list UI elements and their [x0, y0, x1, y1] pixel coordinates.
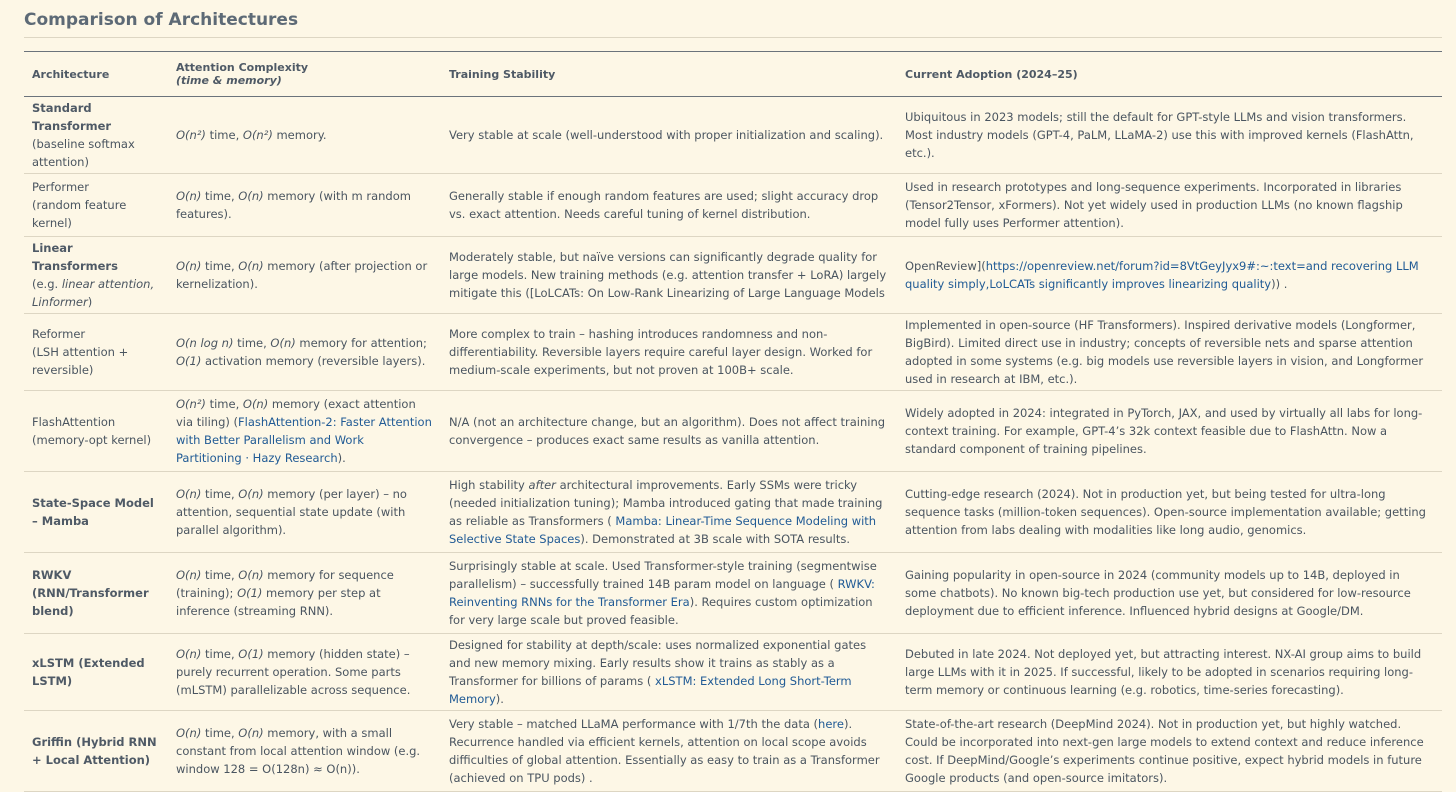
complexity-text: memory for attention;: [295, 336, 427, 350]
complexity-text: time,: [201, 568, 239, 582]
stability-cell: [441, 553, 897, 634]
complexity-cell: [168, 237, 441, 314]
header-adoption: Current Adoption (2024–25): [897, 52, 1442, 97]
complexity-term: O(n): [176, 726, 202, 740]
stability-cell: [441, 711, 897, 792]
complexity-cell: [168, 711, 441, 792]
complexity-cell: [168, 391, 441, 472]
complexity-text: time,: [201, 259, 239, 273]
complexity-text: memory (per layer) – no attention, sequential state update (with parallel algorithm).: [176, 487, 407, 537]
complexity-text: time,: [233, 336, 271, 350]
complexity-term: O(n): [238, 568, 264, 582]
complexity-cell: [168, 314, 441, 391]
stability-emphasis: after: [528, 478, 556, 492]
architecture-name: Griffin (Hybrid RNN + Local Attention): [32, 735, 157, 767]
stability-text: ).: [495, 692, 504, 706]
architecture-desc: (baseline softmax attention): [32, 137, 135, 169]
table-row: [24, 711, 1442, 792]
architecture-cell: [24, 553, 168, 634]
stability-text: High stability: [449, 478, 529, 492]
mamba-paper-link[interactable]: Mamba: Linear-Time Sequence Modeling with Selective State Spaces: [449, 514, 877, 546]
stability-cell: N/A (not an architecture change, but an algorithm). Does not affect training convergence – produces exact same results as vanilla attention.: [441, 391, 897, 472]
adoption-cell: Cutting-edge research (2024). Not in production yet, but being tested for ultra-long sequence tasks (million-token sequences). Open-source implementation available; getting attention from labs dealing with modalities like long audio, genomics.: [897, 472, 1442, 553]
architecture-cell: [24, 711, 168, 792]
complexity-text: memory (with m random features).: [176, 189, 411, 221]
header-stability: Training Stability: [441, 52, 897, 97]
stability-cell: [441, 472, 897, 553]
table-row: [24, 634, 1442, 711]
header-row: [24, 52, 1442, 97]
complexity-term: O(n): [176, 189, 202, 203]
architecture-cell: [24, 472, 168, 553]
adoption-cell: Widely adopted in 2024: integrated in PyTorch, JAX, and used by virtually all labs for long-context training. For example, GPT-4’s 32k context feasible due to FlashAttn. Now a standard component of training pipelines.: [897, 391, 1442, 472]
complexity-term: O(n): [176, 647, 202, 661]
table-row: [24, 391, 1442, 472]
complexity-text: ).: [337, 451, 346, 465]
table-row: [24, 472, 1442, 553]
openreview-link[interactable]: https://openreview.net/forum?id=8VtGeyJyx9#:~:text=and recovering LLM quality simply,LoLCATs significantly improves linearizing quality: [905, 259, 1419, 291]
griffin-here-link[interactable]: here: [818, 717, 844, 731]
complexity-term: O(n²): [176, 397, 206, 411]
architecture-cell: [24, 314, 168, 391]
complexity-cell: [168, 97, 441, 174]
rwkv-paper-link[interactable]: RWKV: Reinventing RNNs for the Transformer Era: [449, 577, 875, 609]
adoption-cell: [897, 237, 1442, 314]
architecture-name: Standard Transformer: [32, 101, 112, 133]
architecture-cell: [24, 237, 168, 314]
architecture-name: Reformer: [32, 327, 86, 341]
header-complexity: [168, 52, 441, 97]
complexity-text: time,: [201, 726, 239, 740]
title-divider: [24, 37, 1442, 38]
architecture-cell: [24, 634, 168, 711]
complexity-term: O(n): [238, 259, 264, 273]
architecture-cell: [24, 97, 168, 174]
architecture-cell: [24, 174, 168, 237]
table-row: [24, 314, 1442, 391]
stability-text: Very stable – matched LLaMA performance with 1/7th the data (: [449, 717, 819, 731]
complexity-term: O(n): [270, 336, 296, 350]
stability-cell: [441, 634, 897, 711]
architecture-cell: [24, 391, 168, 472]
stability-cell: Moderately stable, but naïve versions can significantly degrade quality for large models. New training methods (e.g. attention transfer + LoRA) largely mitigate this ([LoLCATs: On Low-Rank Linearizing of Large Language Models: [441, 237, 897, 314]
complexity-term: O(n): [242, 397, 269, 411]
stability-text: architectural improvements. Early SSMs were tricky (needed initialization tuning); Mamba introduced gating that made training as reliable as Transformers (: [449, 478, 883, 528]
complexity-cell: [168, 634, 441, 711]
stability-text: Designed for stability at depth/scale: uses normalized exponential gates and new memory mixing. Early results show it trains as stably as a Transformer for billions of params (: [449, 638, 867, 688]
architecture-desc-italic: linear attention, Linformer: [32, 277, 155, 309]
architecture-name: FlashAttention: [32, 415, 116, 429]
table-row: [24, 237, 1442, 314]
architecture-desc: (e.g.: [32, 277, 62, 291]
architecture-name: Performer: [32, 180, 89, 194]
adoption-text: OpenReview](: [905, 259, 986, 273]
complexity-text: memory (hidden state) – purely recurrent operation. Some parts (mLSTM) parallelizable across sequence.: [176, 647, 411, 697]
stability-text: Surprisingly stable at scale. Used Transformer-style training (segmentwise parallelism) – successfully trained 14B param model on language (: [449, 559, 877, 591]
complexity-text: time,: [205, 128, 243, 142]
stability-cell: Generally stable if enough random features are used; slight accuracy drop vs. exact attention. Needs careful tuning of kernel distribution.: [441, 174, 897, 237]
stability-text: ). Demonstrated at 3B scale with SOTA results.: [580, 532, 851, 546]
flashattention-link[interactable]: FlashAttention-2: Faster Attention with Better Parallelism and Work Partitioning · Hazy Research: [176, 415, 432, 465]
complexity-term: O(n): [176, 259, 202, 273]
complexity-cell: [168, 553, 441, 634]
architecture-name: RWKV (RNN/Transformer blend): [32, 568, 149, 618]
complexity-term: O(n): [176, 487, 202, 501]
complexity-term: O(1): [238, 647, 264, 661]
complexity-text: time,: [205, 397, 243, 411]
stability-cell: More complex to train – hashing introduces randomness and non-differentiability. Reversible layers require careful layer design. Worked for medium-scale experiments, but not proven at 100B+ scale.: [441, 314, 897, 391]
architecture-name: xLSTM (Extended LSTM): [32, 656, 145, 688]
complexity-term: O(n): [238, 189, 264, 203]
adoption-cell: Used in research prototypes and long-sequence experiments. Incorporated in libraries (Tensor2Tensor, xFormers). Not yet widely used in production LLMs (no known flagship model fully uses Performer attention).: [897, 174, 1442, 237]
table-row: [24, 174, 1442, 237]
complexity-text: memory (after projection or kernelization).: [176, 259, 428, 291]
complexity-text: memory per step at inference (streaming RNN).: [176, 586, 381, 618]
table-row: [24, 553, 1442, 634]
header-complexity-sub: (time & memory): [176, 74, 282, 87]
complexity-text: time,: [201, 647, 239, 661]
stability-text: ). Recurrence handled via efficient kernels, attention on local scope avoids difficulties of global attention. Essentially as easy to train as a Transformer (achieved on TPU pods) .: [449, 717, 880, 785]
complexity-term: O(1): [176, 354, 202, 368]
architecture-name: Linear Transformers: [32, 241, 118, 273]
complexity-term: O(1): [237, 586, 263, 600]
complexity-text: memory.: [272, 128, 327, 142]
complexity-cell: [168, 472, 441, 553]
table-row: [24, 97, 1442, 174]
architecture-name: State-Space Model – Mamba: [32, 496, 154, 528]
complexity-text: activation memory (reversible layers).: [201, 354, 426, 368]
header-architecture: Architecture: [24, 52, 168, 97]
complexity-text: memory for sequence (training);: [176, 568, 394, 600]
architecture-desc: ): [87, 295, 93, 309]
complexity-term: O(n²): [242, 128, 273, 142]
complexity-text: memory, with a small constant from local attention window (e.g. window 128 = O(128n) ≈ O(n)).: [176, 726, 421, 776]
stability-cell: Very stable at scale (well-understood with proper initialization and scaling).: [441, 97, 897, 174]
stability-text: ). Requires custom optimization for very large scale but proved feasible.: [449, 595, 873, 627]
architecture-desc: (LSH attention + reversible): [32, 345, 129, 377]
architecture-desc: (memory-opt kernel): [32, 433, 152, 447]
complexity-text: memory (exact attention via tiling) (: [176, 397, 416, 429]
complexity-term: O(n): [176, 568, 202, 582]
adoption-text: )) .: [1271, 277, 1288, 291]
adoption-cell: Ubiquitous in 2023 models; still the default for GPT-style LLMs and vision transformers. Most industry models (GPT-4, PaLM, LLaMA-2) use this with improved kernels (FlashAttn, etc.).: [897, 97, 1442, 174]
adoption-cell: Implemented in open-source (HF Transformers). Inspired derivative models (Longformer, BigBird). Limited direct use in industry; concepts of reversible nets and sparse attention adopted in some systems (e.g. big models use reversible layers in vision, and Longformer used in research at IBM, etc.).: [897, 314, 1442, 391]
complexity-term: O(n²): [176, 128, 206, 142]
complexity-term: O(n log n): [176, 336, 234, 350]
complexity-term: O(n): [238, 726, 264, 740]
complexity-text: time,: [201, 189, 239, 203]
xlstm-paper-link[interactable]: xLSTM: Extended Long Short-Term Memory: [449, 674, 852, 706]
comparison-table: [24, 51, 1442, 792]
complexity-term: O(n): [238, 487, 264, 501]
adoption-cell: State-of-the-art research (DeepMind 2024). Not in production yet, but highly watched. Could be incorporated into next-gen large models to extend context and reduce inference cost. If DeepMind/Google’s experiments continue positive, expect hybrid models in future Google products (and open-source imitators).: [897, 711, 1442, 792]
header-complexity-label: Attention Complexity: [176, 61, 309, 74]
complexity-cell: [168, 174, 441, 237]
architecture-desc: (random feature kernel): [32, 198, 127, 230]
complexity-text: time,: [201, 487, 239, 501]
adoption-cell: Gaining popularity in open-source in 2024 (community models up to 14B, deployed in some chatbots). No known big-tech production use yet, but considered for low-resource deployment due to efficient inference. Influenced hybrid designs at Google/DM.: [897, 553, 1442, 634]
adoption-cell: Debuted in late 2024. Not deployed yet, but attracting interest. NX-AI group aims to build large LLMs with it in 2025. If successful, likely to be adopted in scenarios requiring long-term memory or continuous learning (e.g. robotics, time-series forecasting).: [897, 634, 1442, 711]
page-title: Comparison of Architectures: [24, 10, 299, 30]
